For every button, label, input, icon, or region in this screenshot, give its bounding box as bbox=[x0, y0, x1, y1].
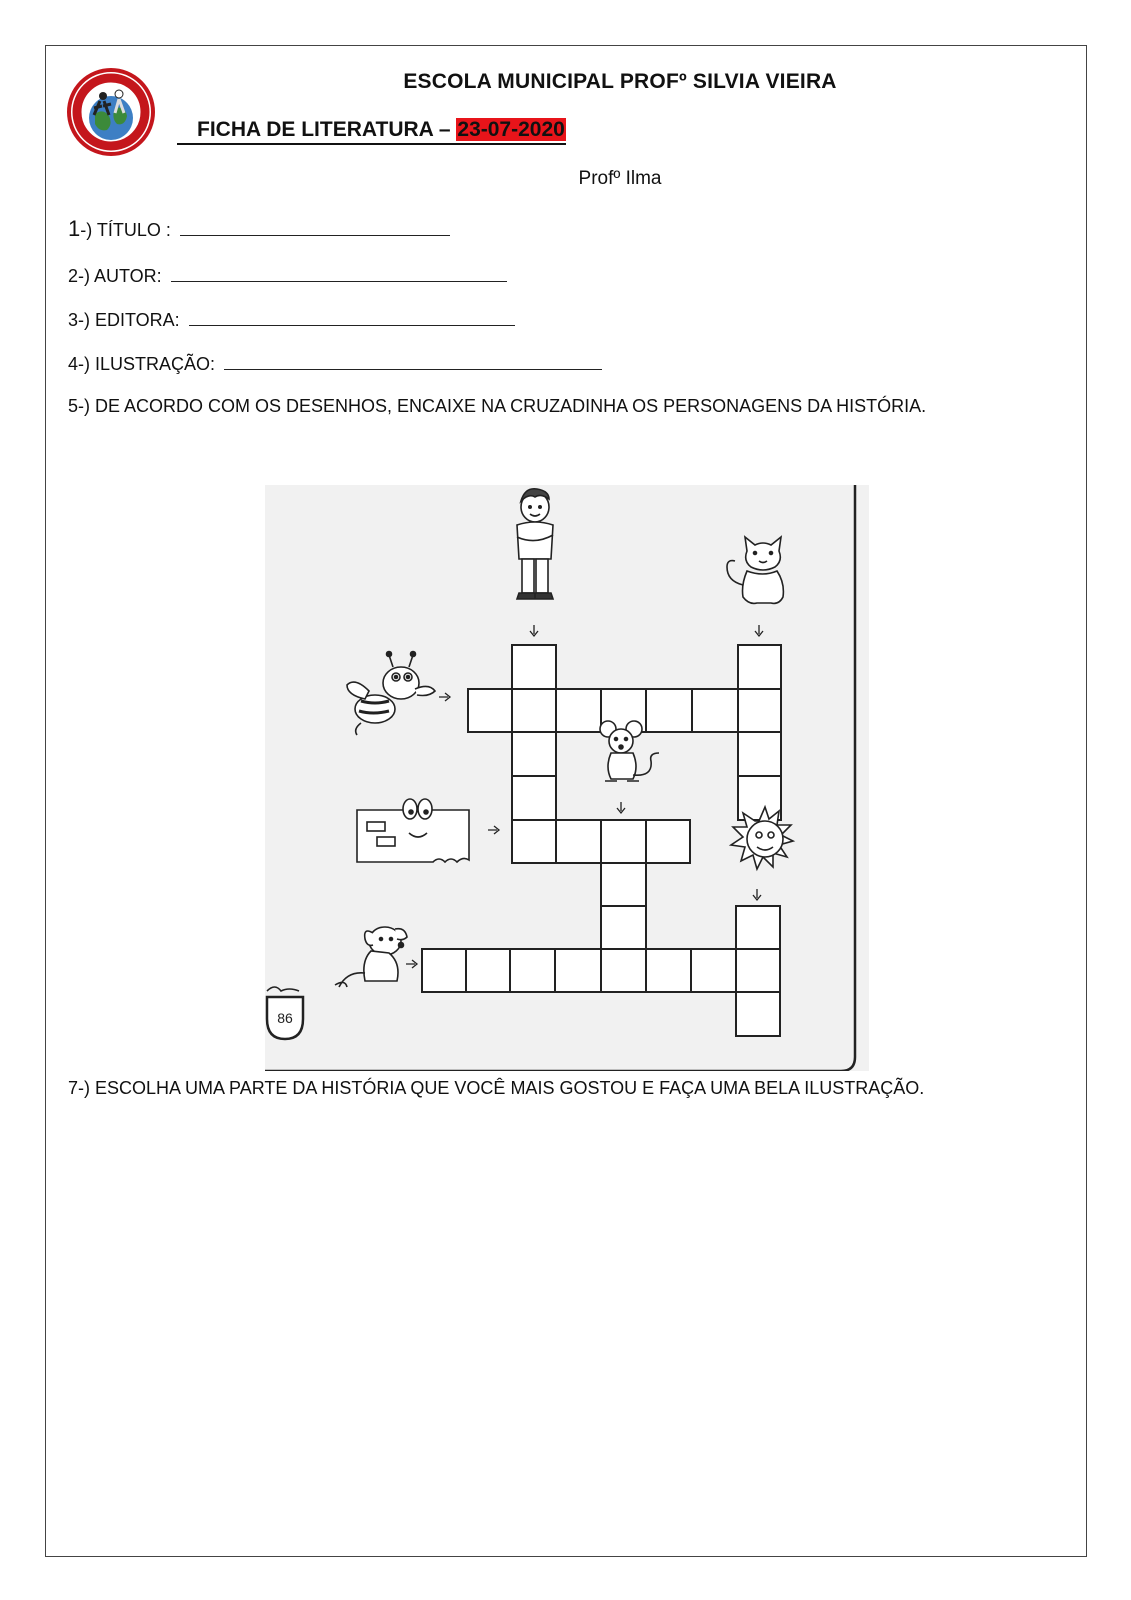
grid-cell[interactable] bbox=[512, 645, 556, 689]
question-1 bbox=[68, 216, 450, 242]
grid-cell[interactable] bbox=[738, 689, 781, 732]
page-number-text: 86 bbox=[277, 1010, 293, 1026]
grid-cell[interactable] bbox=[422, 949, 466, 992]
grid-cell[interactable] bbox=[646, 689, 692, 732]
crossword-puzzle bbox=[265, 485, 869, 1071]
grid-cell[interactable] bbox=[556, 820, 601, 863]
question-3 bbox=[68, 309, 515, 331]
sheet-title bbox=[177, 117, 566, 145]
school-logo-icon bbox=[67, 68, 155, 156]
grid-cell[interactable] bbox=[512, 689, 556, 732]
grid-cell[interactable] bbox=[601, 949, 646, 992]
grid-cell[interactable] bbox=[738, 732, 781, 776]
grid-cell[interactable] bbox=[510, 949, 555, 992]
question-7: 7-) ESCOLHA UMA PARTE DA HISTÓRIA QUE VOCÊ MAIS GOSTOU E FAÇA UMA BELA ILUSTRAÇÃO. bbox=[68, 1078, 925, 1098]
grid-cell[interactable] bbox=[646, 949, 691, 992]
grid-cell[interactable] bbox=[736, 949, 780, 992]
grid-cell[interactable] bbox=[555, 949, 601, 992]
grid-cell[interactable] bbox=[691, 949, 736, 992]
question-2-label: 2-) AUTOR: bbox=[68, 266, 162, 286]
grid-cell[interactable] bbox=[466, 949, 510, 992]
question-1-label: -) TÍTULO : bbox=[80, 220, 171, 240]
question-4 bbox=[68, 353, 602, 375]
question-4-label: 4-) ILUSTRAÇÃO: bbox=[68, 354, 216, 374]
question-3-label: 3-) EDITORA: bbox=[68, 310, 180, 330]
title-answer-line[interactable] bbox=[180, 219, 450, 236]
drawing-area[interactable] bbox=[68, 1110, 1058, 1530]
sheet-date: 23-07-2020 bbox=[457, 118, 565, 141]
grid-cell[interactable] bbox=[556, 689, 601, 732]
school-name: ESCOLA MUNICIPAL PROFº SILVIA VIEIRA bbox=[403, 70, 837, 93]
grid-cell[interactable] bbox=[738, 645, 781, 689]
grid-cell[interactable] bbox=[646, 820, 690, 863]
question-2 bbox=[68, 265, 507, 287]
grid-cell[interactable] bbox=[601, 820, 646, 863]
grid-cell[interactable] bbox=[468, 689, 512, 732]
teacher-name: Profº Ilma bbox=[578, 168, 662, 189]
grid-cell[interactable] bbox=[601, 863, 646, 906]
question-1-number: 1 bbox=[68, 216, 81, 241]
question-5: 5-) DE ACORDO COM OS DESENHOS, ENCAIXE NA CRUZADINHA OS PERSONAGENS DA HISTÓRIA. bbox=[68, 396, 927, 416]
author-answer-line[interactable] bbox=[171, 265, 507, 282]
grid-cell[interactable] bbox=[736, 992, 780, 1036]
sheet-title-text: FICHA DE LITERATURA – bbox=[197, 118, 457, 141]
grid-cell[interactable] bbox=[512, 732, 556, 776]
publisher-answer-line[interactable] bbox=[189, 309, 515, 326]
grid-cell[interactable] bbox=[512, 820, 556, 863]
illustration-answer-line[interactable] bbox=[224, 353, 602, 370]
grid-cell[interactable] bbox=[692, 689, 738, 732]
grid-cell[interactable] bbox=[512, 776, 556, 820]
grid-cell[interactable] bbox=[601, 906, 646, 949]
grid-cell[interactable] bbox=[736, 906, 780, 949]
